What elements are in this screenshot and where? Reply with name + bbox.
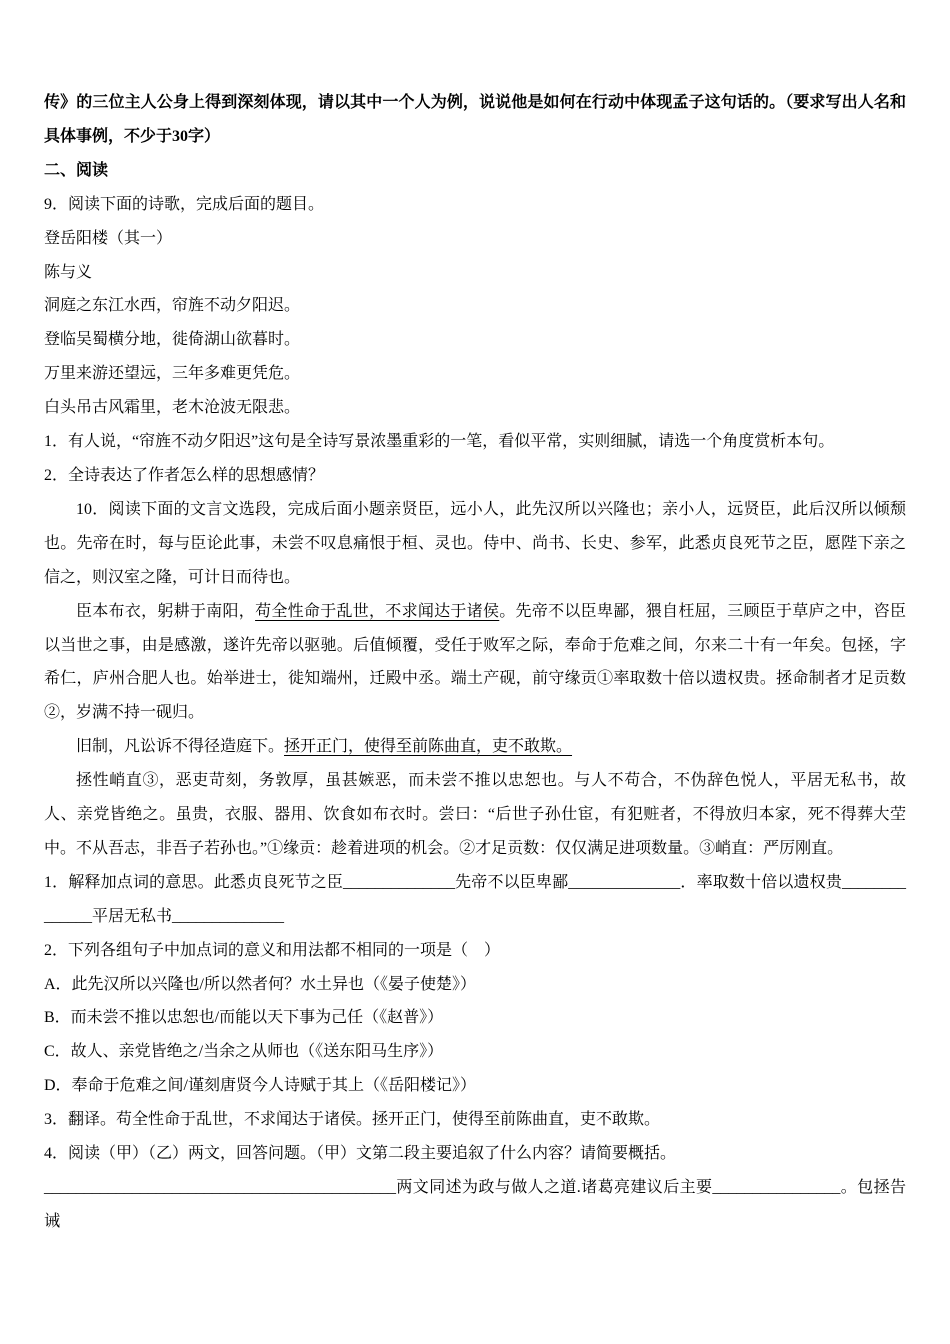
question-10-sub-3: 3．翻译。苟全性命于乱世，不求闻达于诸侯。拯开正门，使得至前陈曲直，吏不敢欺。 — [44, 1111, 661, 1129]
question-10-passage-1: 10．阅读下面的文言文选段，完成后面小题亲贤臣，远小人，此先汉所以兴隆也；亲小人，远贤臣，此后汉所以倾颓也。先帝在时，每与臣论此事，未尝不叹息痛恨于桓、灵也。侍中、尚书、长史、参军，此悉贞良死节之臣，愿陛下亲之信之，则汉室之隆，可计日而待也。 — [44, 500, 906, 586]
question-9-sub-1: 1．有人说，“帘旌不动夕阳迟”这句是全诗写景浓墨重彩的一笔，看似平常，实则细腻，请选一个角度赏析本句。 — [44, 433, 835, 451]
poem-line: 白头吊古风霜里，老木沧波无限悲。 — [44, 399, 301, 417]
question-10-passage-3 — [44, 730, 906, 764]
question-10-passage-4: 拯性峭直③，恶吏苛刻，务敦厚，虽甚嫉恶，而未尝不推以忠恕也。与人不苟合，不伪辞色悦人，平居无私书，故人、亲党皆绝之。虽贵，衣服、器用、饮食如布衣时。尝曰：“后世子孙仕宦，有犯赃者，不得放归本家，死不得葬大茔中。不从吾志，非吾子若孙也。”①缘贡：趁着进项的机会。②才足贡数：仅仅满足进项数量。③峭直：严厉刚直。 — [44, 772, 906, 857]
section-heading: 二、阅读 — [44, 161, 109, 179]
poem-line: 洞庭之东江水西，帘旌不动夕阳迟。 — [44, 297, 301, 315]
passage-text: 臣本布衣，躬耕于南阳， — [76, 602, 256, 620]
option-b: B．而未尝不推以忠恕也/而能以天下事为己任（《赵普》） — [44, 1009, 444, 1027]
poem-title: 登岳阳楼（其一） — [44, 229, 173, 247]
passage-text: 。先帝不以臣卑鄙，猥自枉屈，三顾臣于草庐之中，咨臣以当世之事，由是感激，遂许先帝以驱驰。后值倾覆，受任于败军之际，奉命于危难之间，尔来二十有一年矣。包拯，字希仁，庐州合肥人也。始举进士，徙知端州，迁殿中丞。端土产砚，前守缘贡①率取数十倍以遗权贵。拯命制者才足贡数②，岁满不持一砚归。 — [44, 602, 906, 722]
underlined-passage-text: 苟全性命于乱世，不求闻达于诸侯 — [255, 602, 500, 620]
question-10-sub-2: 2．下列各组句子中加点词的意义和用法都不相同的一项是（ ） — [44, 941, 501, 959]
question-9-prompt: 9．阅读下面的诗歌，完成后面的题目。 — [44, 195, 325, 213]
option-d: D．奉命于危难之间/谨刻唐贤今人诗赋于其上（《岳阳楼记》） — [44, 1077, 477, 1095]
option-c: C．故人、亲党皆绝之/当余之从师也（《送东阳马生序》） — [44, 1043, 444, 1061]
question-10-sub-1: 1．解释加点词的意思。此悉贞良死节之臣______________先帝不以臣卑鄙______________．率取数十倍以遗权贵______________平居无私书______________ — [44, 873, 906, 925]
question-10-sub-4: 4．阅读（甲）（乙）两文，回答问题。（甲）文第二段主要追叙了什么内容？请简要概括。 — [44, 1145, 677, 1163]
carryover-paragraph: 传》的三位主人公身上得到深刻体现，请以其中一个人为例，说说他是如何在行动中体现孟子这句话的。（要求写出人名和具体事例，不少于30字） — [44, 94, 906, 145]
poem-line: 万里来游还望远，三年多难更凭危。 — [44, 365, 301, 383]
answer-blank-line: ____________________________________________两文同述为政与做人之道.诸葛亮建议后主要________________。包拯告诫 — [44, 1179, 906, 1230]
question-9-sub-2: 2．全诗表达了作者怎么样的思想感情？ — [44, 466, 325, 484]
question-10-passage-2 — [44, 595, 906, 731]
poem-line: 登临吴蜀横分地，徙倚湖山欲暮时。 — [44, 331, 301, 349]
passage-text: 旧制，凡讼诉不得径造庭下。 — [76, 738, 285, 756]
poem-author: 陈与义 — [44, 263, 93, 281]
underlined-passage-text: 拯开正门，使得至前陈曲直，吏不敢欺。 — [284, 738, 573, 756]
option-a: A．此先汉所以兴隆也/所以然者何？水土异也（《晏子使楚》） — [44, 975, 477, 993]
